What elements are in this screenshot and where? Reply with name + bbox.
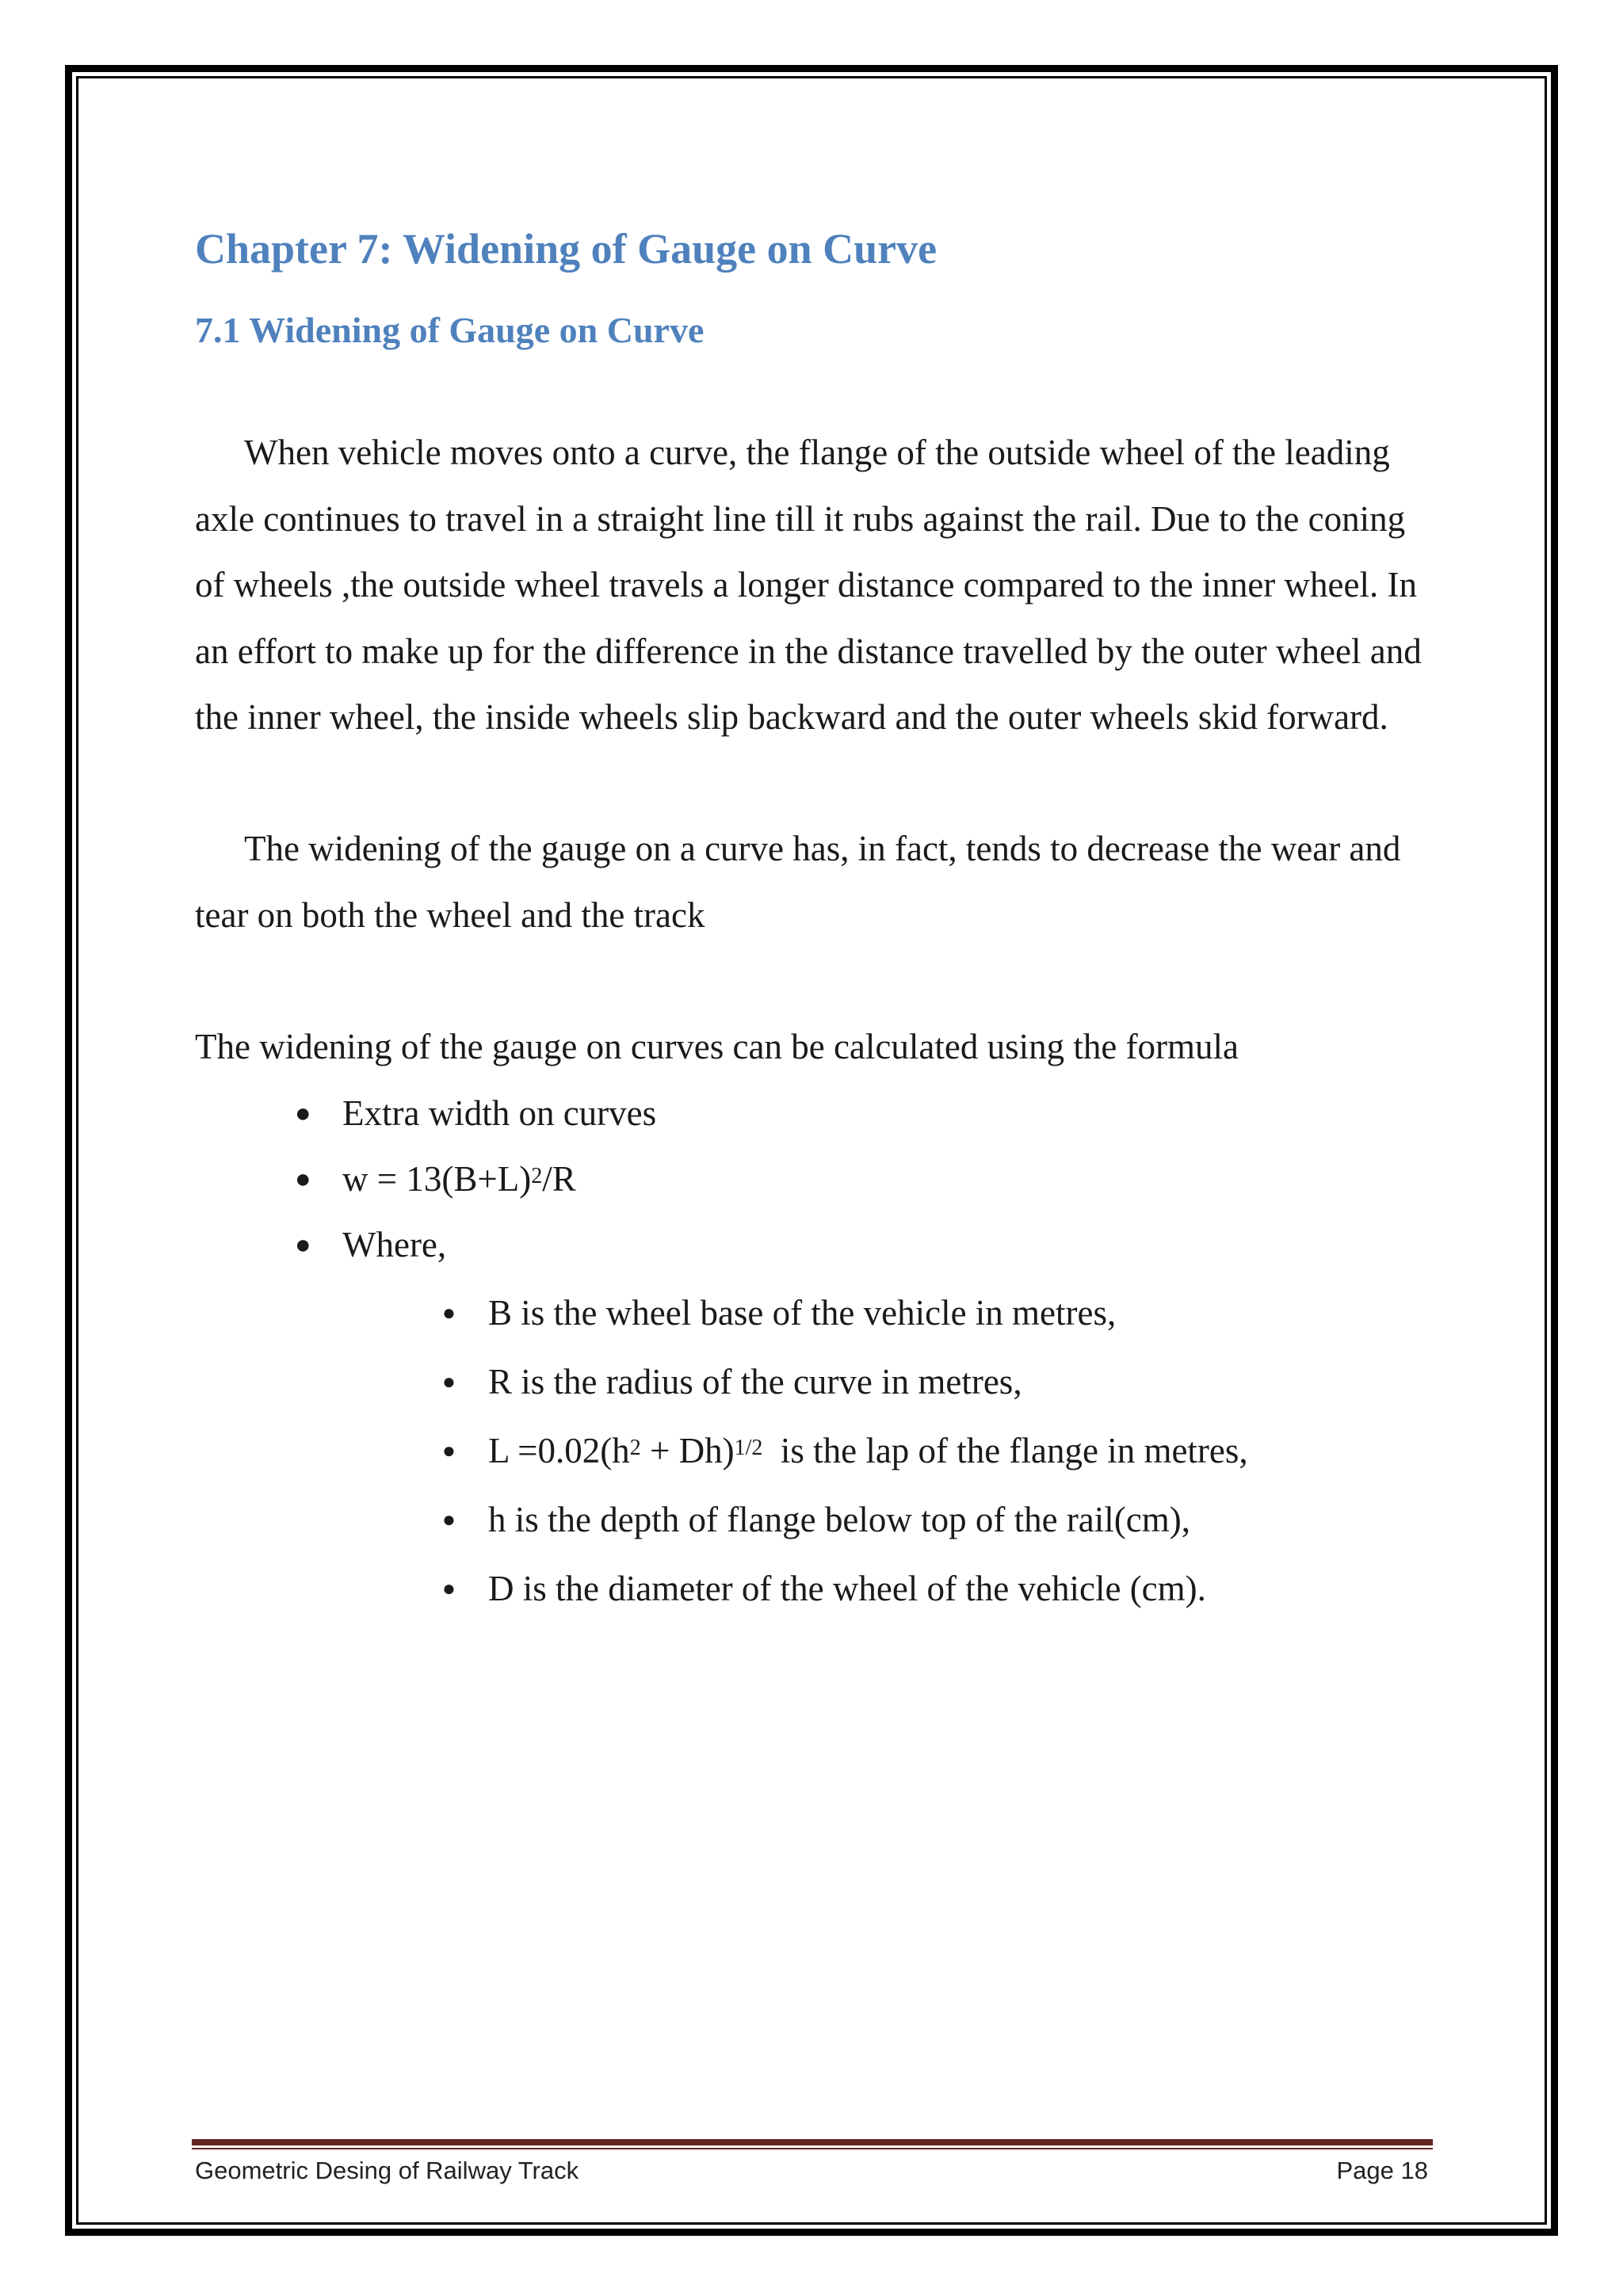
- footer-page-number: Page 18: [1336, 2157, 1428, 2184]
- definition-l-mid: + Dh): [640, 1431, 735, 1470]
- definition-l-exponent-2: 1/2: [734, 1436, 763, 1460]
- list-item: [295, 1081, 656, 1146]
- where-text: Where,: [342, 1225, 447, 1264]
- definition-bullet-list: [441, 1279, 1248, 1623]
- definition-l-exponent-1: 2: [629, 1436, 641, 1460]
- definition-l-suffix: is the lap of the flange in metres,: [762, 1431, 1248, 1470]
- definition-d: D is the diameter of the wheel of the vehicle (cm).: [488, 1569, 1206, 1608]
- definition-b: B is the wheel base of the vehicle in metres,: [488, 1293, 1117, 1333]
- list-item: [441, 1554, 1248, 1623]
- footer-rule-thin: [192, 2148, 1433, 2149]
- extra-width-text: Extra width on curves: [342, 1093, 657, 1133]
- definition-l-prefix: L =0.02(h: [488, 1431, 630, 1470]
- list-item: [441, 1279, 1248, 1348]
- paragraph-vehicle-on-curve: [195, 420, 1431, 751]
- definition-h: h is the depth of flange below top of the rail(cm),: [488, 1500, 1190, 1539]
- list-item: [441, 1486, 1248, 1554]
- formula-w-exponent: 2: [531, 1164, 543, 1188]
- footer-rule: [192, 2139, 1433, 2145]
- formula-intro: The widening of the gauge on curves can be calculated using the formula: [195, 1027, 1239, 1066]
- paragraph-1-text: When vehicle moves onto a curve, the flange of the outside wheel of the leading axle continues to travel in a straight line till it rubs against the rail. Due to the coning of wheels ,the outside wheel travels a longer distance compared to the inner wheel. In an effort to make up for the difference in the distance travelled by the outer wheel and the inner wheel, the inside wheels slip backward and the outer wheels skid forward.: [195, 433, 1422, 737]
- footer-document-title: Geometric Desing of Railway Track: [195, 2157, 579, 2184]
- paragraph-2-text: The widening of the gauge on a curve has, in fact, tends to decrease the wear and tear on both the wheel and the track: [195, 829, 1401, 935]
- formula-w: [342, 1159, 576, 1199]
- section-title: 7.1 Widening of Gauge on Curve: [195, 310, 705, 350]
- list-item: [441, 1417, 1248, 1486]
- chapter-title: Chapter 7: Widening of Gauge on Curve: [195, 225, 938, 273]
- paragraph-widening-effect: [195, 816, 1431, 948]
- list-item: [295, 1146, 656, 1212]
- formula-bullet-list: [295, 1081, 656, 1278]
- list-item: [441, 1348, 1248, 1417]
- formula-w-prefix: w = 13(B+L): [342, 1159, 532, 1199]
- formula-w-suffix: /R: [542, 1159, 576, 1199]
- list-item: [295, 1212, 656, 1278]
- definition-l: [488, 1431, 1248, 1470]
- definition-r: R is the radius of the curve in metres,: [488, 1362, 1022, 1402]
